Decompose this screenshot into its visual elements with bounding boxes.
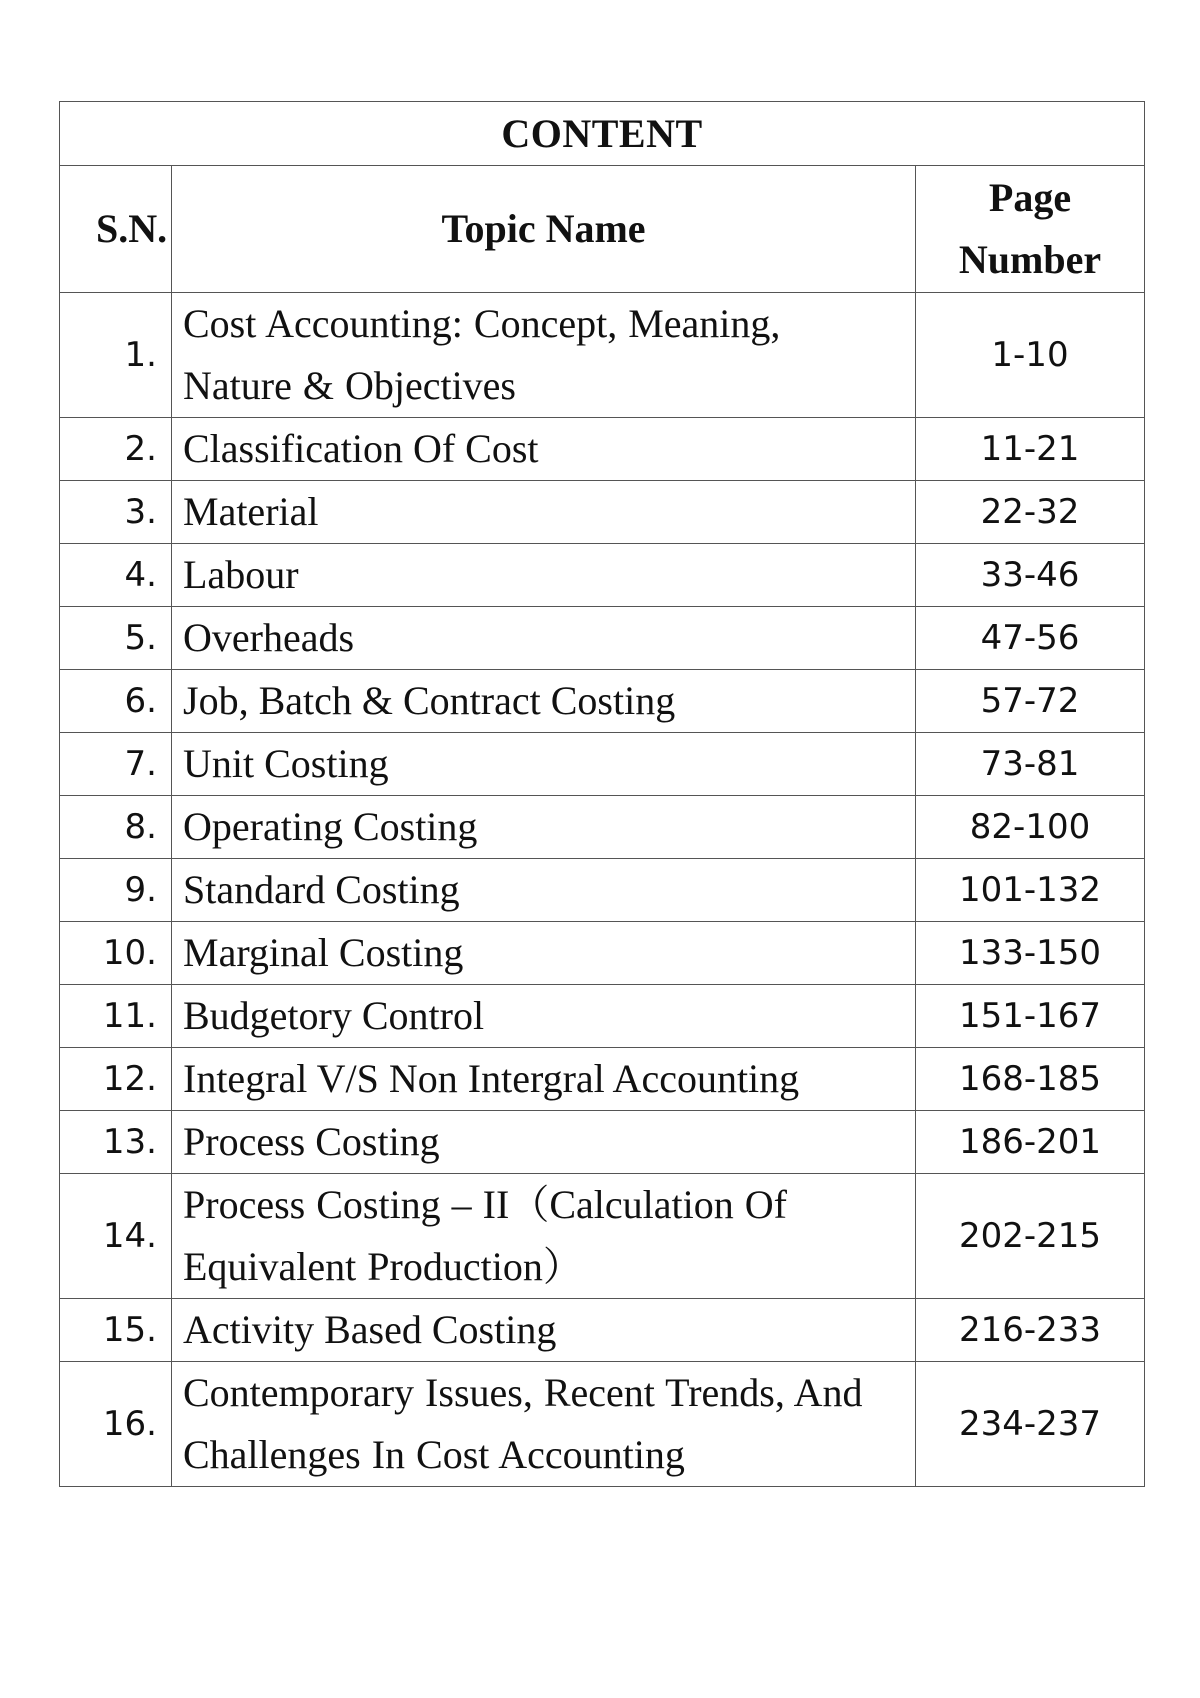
- header-page-line1: Page: [988, 175, 1072, 220]
- row-topic: Marginal Costing: [172, 922, 916, 985]
- row-pages: 57-72: [916, 670, 1145, 733]
- row-sn: 12.: [60, 1048, 172, 1111]
- table-row: [60, 544, 1145, 607]
- header-topic-name: Topic Name: [172, 166, 916, 293]
- table-row: [60, 859, 1145, 922]
- row-sn: 15.: [60, 1299, 172, 1362]
- table-row: [60, 481, 1145, 544]
- row-topic: Standard Costing: [172, 859, 916, 922]
- row-pages: 101-132: [916, 859, 1145, 922]
- row-topic: Unit Costing: [172, 733, 916, 796]
- row-sn: 9.: [60, 859, 172, 922]
- table-title: CONTENT: [60, 102, 1145, 166]
- row-topic: Cost Accounting: Concept, Meaning, Nature & Objectives: [172, 293, 916, 418]
- row-pages: 216-233: [916, 1299, 1145, 1362]
- row-sn: 7.: [60, 733, 172, 796]
- header-row: [60, 166, 1145, 293]
- content-table: [59, 101, 1145, 1487]
- row-topic: Integral V/S Non Intergral Accounting: [172, 1048, 916, 1111]
- table-row: [60, 796, 1145, 859]
- table-row: [60, 733, 1145, 796]
- row-sn: 5.: [60, 607, 172, 670]
- row-topic: Classification Of Cost: [172, 418, 916, 481]
- row-sn: 4.: [60, 544, 172, 607]
- row-topic: Activity Based Costing: [172, 1299, 916, 1362]
- table-row: [60, 1299, 1145, 1362]
- table-row: [60, 607, 1145, 670]
- row-topic: Material: [172, 481, 916, 544]
- row-sn: 14.: [60, 1174, 172, 1299]
- row-pages: 1-10: [916, 293, 1145, 418]
- header-page-number: [916, 166, 1145, 293]
- row-topic: Contemporary Issues, Recent Trends, And Challenges In Cost Accounting: [172, 1362, 916, 1487]
- row-sn: 16.: [60, 1362, 172, 1487]
- table-row: [60, 418, 1145, 481]
- row-sn: 13.: [60, 1111, 172, 1174]
- row-pages: 133-150: [916, 922, 1145, 985]
- row-pages: 33-46: [916, 544, 1145, 607]
- row-pages: 186-201: [916, 1111, 1145, 1174]
- header-page-line2: Number: [958, 237, 1102, 282]
- table-row: [60, 1111, 1145, 1174]
- row-pages: 234-237: [916, 1362, 1145, 1487]
- row-sn: 1.: [60, 293, 172, 418]
- row-topic: Process Costing: [172, 1111, 916, 1174]
- row-sn: 8.: [60, 796, 172, 859]
- row-topic: Overheads: [172, 607, 916, 670]
- row-topic: Job, Batch & Contract Costing: [172, 670, 916, 733]
- row-pages: 47-56: [916, 607, 1145, 670]
- header-sn: S.N.: [60, 166, 172, 293]
- row-pages: 73-81: [916, 733, 1145, 796]
- table-row: [60, 985, 1145, 1048]
- row-pages: 22-32: [916, 481, 1145, 544]
- row-pages: 168-185: [916, 1048, 1145, 1111]
- table-row: [60, 1362, 1145, 1487]
- table-row: [60, 293, 1145, 418]
- row-topic: Process Costing – II（Calculation Of Equivalent Production）: [172, 1174, 916, 1299]
- row-pages: 82-100: [916, 796, 1145, 859]
- row-sn: 6.: [60, 670, 172, 733]
- row-topic: Labour: [172, 544, 916, 607]
- table-row: [60, 1048, 1145, 1111]
- title-row: [60, 102, 1145, 166]
- row-pages: 151-167: [916, 985, 1145, 1048]
- row-topic: Budgetory Control: [172, 985, 916, 1048]
- row-pages: 202-215: [916, 1174, 1145, 1299]
- row-sn: 11.: [60, 985, 172, 1048]
- table-row: [60, 922, 1145, 985]
- row-pages: 11-21: [916, 418, 1145, 481]
- row-sn: 10.: [60, 922, 172, 985]
- table-row: [60, 1174, 1145, 1299]
- table-row: [60, 670, 1145, 733]
- row-topic: Operating Costing: [172, 796, 916, 859]
- row-sn: 2.: [60, 418, 172, 481]
- row-sn: 3.: [60, 481, 172, 544]
